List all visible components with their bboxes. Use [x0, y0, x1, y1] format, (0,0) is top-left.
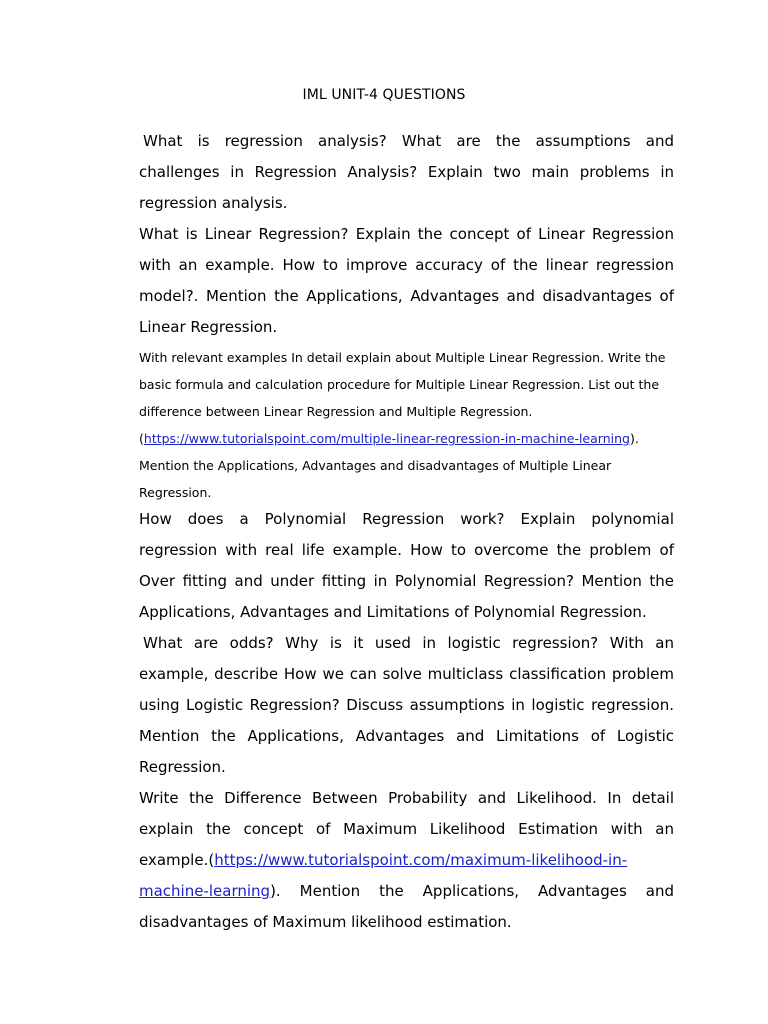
question-mle-text-end: ). Mention the Applications, Advantages and disadvantages of Maximum likelihood estimation.	[139, 882, 674, 931]
questions-block-2	[139, 344, 674, 506]
tutorialspoint-mlr-link[interactable]: https://www.tutorialspoint.com/multiple-linear-regression-in-machine-learning	[143, 431, 630, 446]
question-logistic-regression: What are odds? Why is it used in logistic regression? With an example, describe How we can solve multiclass classification problem using Logistic Regression? Discuss assumptions in logistic regression. Mention the Applications, Advantages and Limitations of Logistic Regression.	[139, 634, 674, 776]
question-multiple-linear-regression	[139, 344, 674, 452]
tutorialspoint-mle-link[interactable]: https://www.tutorialspoint.com/maximum-likelihood-in-machine-learning	[139, 851, 628, 900]
question-linear-regression: What is Linear Regression? Explain the concept of Linear Regression with an example. How to improve accuracy of the linear regression model?. Mention the Applications, Advantages and disadvantages of Linear Regression.	[139, 225, 674, 336]
document-title: IML UNIT-4 QUESTIONS	[302, 87, 466, 103]
question-mle-text: Write the Difference Between Probability and Likelihood. In detail explain the concept of Maximum Likelihood Estimation with an example.(	[139, 789, 674, 869]
question-mlr-text-end: ).	[629, 431, 639, 446]
questions-block-1	[139, 126, 674, 343]
question-maximum-likelihood	[139, 783, 674, 938]
questions-block-3	[139, 504, 674, 938]
question-regression-analysis: What is regression analysis? What are the assumptions and challenges in Regression Analysis? Explain two main problems in regression analysis.	[139, 132, 674, 212]
question-mlr-text: With relevant examples In detail explain about Multiple Linear Regression. Write the basic formula and calculation procedure for Multiple Linear Regression. List out the difference between Linear Regression and Multiple Regression.(	[139, 350, 666, 446]
question-mlr-applications: Mention the Applications, Advantages and disadvantages of Multiple Linear Regression.	[139, 458, 612, 500]
question-polynomial-regression: How does a Polynomial Regression work? Explain polynomial regression with real life example. How to overcome the problem of Over fitting and under fitting in Polynomial Regression? Mention the Applications, Advantages and Limitations of Polynomial Regression.	[139, 510, 674, 621]
